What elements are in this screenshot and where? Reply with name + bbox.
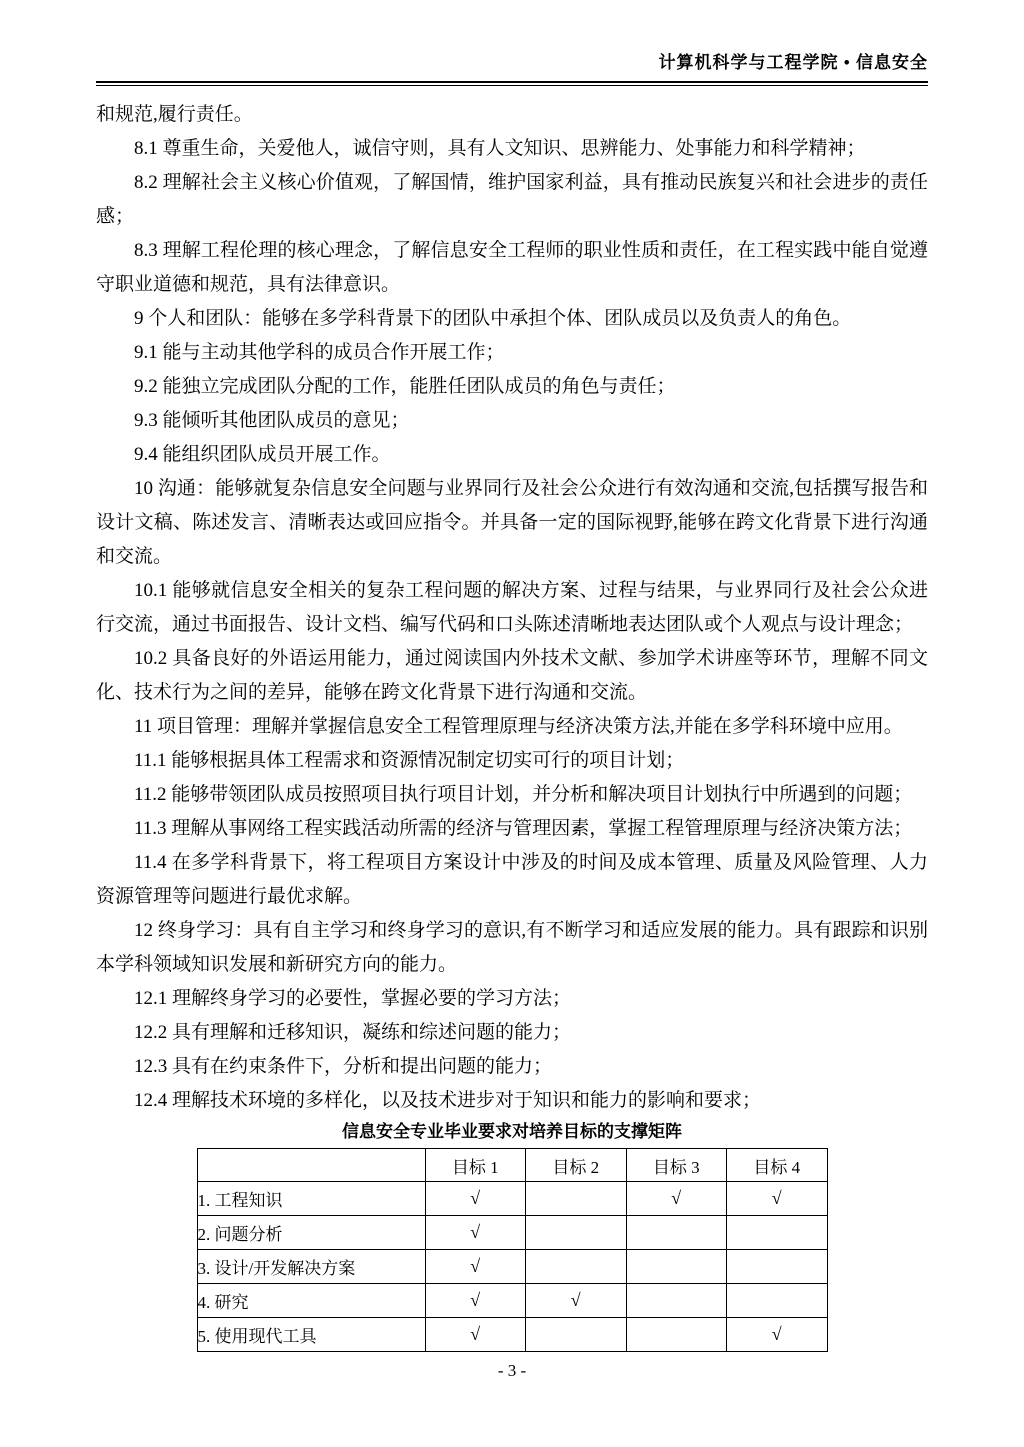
paragraph: 12 终身学习：具有自主学习和终身学习的意识,有不断学习和适应发展的能力。具有跟踪和识别本学科领域知识发展和新研究方向的能力。 — [96, 920, 928, 975]
table-row — [197, 1216, 827, 1250]
corner-cell — [197, 1149, 425, 1182]
paragraph: 9.4 能组织团队成员开展工作。 — [134, 444, 391, 465]
paragraph: 10.1 能够就信息安全相关的复杂工程问题的解决方案、过程与结果，与业界同行及社会公众进行交流，通过书面报告、设计文档、编写代码和口头陈述清晰地表达团队或个人观点与设计理念； — [96, 580, 928, 635]
column-header: 目标 3 — [626, 1149, 727, 1182]
document-body — [96, 98, 928, 1118]
paragraph: 8.3 理解工程伦理的核心理念，了解信息安全工程师的职业性质和责任，在工程实践中能自觉遵守职业道德和规范，具有法律意识。 — [96, 240, 928, 295]
empty-cell — [526, 1182, 627, 1216]
paragraph: 12.4 理解技术环境的多样化，以及技术进步对于知识和能力的影响和要求； — [134, 1090, 762, 1111]
header-divider — [96, 81, 928, 86]
paragraph: 8.2 理解社会主义核心价值观，了解国情，维护国家利益，具有推动民族复兴和社会进步的责任感； — [96, 172, 928, 227]
paragraph: 12.3 具有在约束条件下，分析和提出问题的能力； — [134, 1056, 553, 1077]
paragraph: 12.2 具有理解和迁移知识，凝练和综述问题的能力； — [134, 1022, 572, 1043]
row-label: 4. 研究 — [197, 1284, 425, 1318]
check-mark: √ — [425, 1216, 526, 1250]
paragraph: 9.1 能与主动其他学科的成员合作开展工作； — [134, 342, 505, 363]
check-mark: √ — [425, 1182, 526, 1216]
paragraph: 11.4 在多学科背景下，将工程项目方案设计中涉及的时间及成本管理、质量及风险管理、人力资源管理等问题进行最优求解。 — [96, 852, 928, 907]
row-label: 5. 使用现代工具 — [197, 1318, 425, 1352]
paragraph: 11.2 能够带领团队成员按照项目执行项目计划，并分析和解决项目计划执行中所遇到的问题； — [134, 784, 913, 805]
paragraph: 9.2 能独立完成团队分配的工作，能胜任团队成员的角色与责任； — [134, 376, 676, 397]
empty-cell — [526, 1250, 627, 1284]
column-header: 目标 1 — [425, 1149, 526, 1182]
empty-cell — [727, 1216, 828, 1250]
empty-cell — [626, 1250, 727, 1284]
empty-cell — [727, 1250, 828, 1284]
check-mark: √ — [425, 1318, 526, 1352]
page-footer — [96, 1361, 928, 1381]
check-mark: √ — [526, 1284, 627, 1318]
table-row — [197, 1284, 827, 1318]
paragraph: 8.1 尊重生命，关爱他人，诚信守则，具有人文知识、思辨能力、处事能力和科学精神； — [134, 138, 866, 159]
header-title: 计算机科学与工程学院 • 信息安全 — [658, 53, 928, 72]
empty-cell — [626, 1284, 727, 1318]
empty-cell — [626, 1318, 727, 1352]
check-mark: √ — [626, 1182, 727, 1216]
page-header — [96, 52, 928, 86]
empty-cell — [526, 1318, 627, 1352]
row-label: 1. 工程知识 — [197, 1182, 425, 1216]
paragraph: 11.1 能够根据具体工程需求和资源情况制定切实可行的项目计划； — [134, 750, 685, 771]
paragraph: 10 沟通：能够就复杂信息安全问题与业界同行及社会公众进行有效沟通和交流,包括撰写报告和设计文稿、陈述发言、清晰表达或回应指令。并具备一定的国际视野,能够在跨文化背景下进行沟通和交流。 — [96, 478, 928, 567]
page-number: - 3 - — [497, 1361, 527, 1380]
paragraph: 和规范,履行责任。 — [96, 104, 253, 125]
table-row — [197, 1182, 827, 1216]
check-mark: √ — [727, 1182, 828, 1216]
paragraph: 10.2 具备良好的外语运用能力，通过阅读国内外技术文献、参加学术讲座等环节，理解不同文化、技术行为之间的差异，能够在跨文化背景下进行沟通和交流。 — [96, 648, 928, 703]
row-label: 3. 设计/开发解决方案 — [197, 1250, 425, 1284]
table-header-row — [197, 1149, 827, 1182]
paragraph: 9.3 能倾听其他团队成员的意见； — [134, 410, 410, 431]
check-mark: √ — [727, 1318, 828, 1352]
empty-cell — [626, 1216, 727, 1250]
empty-cell — [526, 1216, 627, 1250]
empty-cell — [727, 1284, 828, 1318]
check-mark: √ — [425, 1284, 526, 1318]
table-title: 信息安全专业毕业要求对培养目标的支撑矩阵 — [342, 1122, 682, 1141]
paragraph: 9 个人和团队：能够在多学科背景下的团队中承担个体、团队成员以及负责人的角色。 — [134, 308, 852, 329]
column-header: 目标 2 — [526, 1149, 627, 1182]
check-mark: √ — [425, 1250, 526, 1284]
paragraph: 11 项目管理：理解并掌握信息安全工程管理原理与经济决策方法,并能在多学科环境中应用。 — [134, 716, 903, 737]
table-row — [197, 1250, 827, 1284]
table-row — [197, 1318, 827, 1352]
paragraph: 11.3 理解从事网络工程实践活动所需的经济与管理因素，掌握工程管理原理与经济决策方法； — [134, 818, 913, 839]
paragraph: 12.1 理解终身学习的必要性，掌握必要的学习方法； — [134, 988, 572, 1009]
row-label: 2. 问题分析 — [197, 1216, 425, 1250]
support-matrix-table — [197, 1148, 828, 1352]
column-header: 目标 4 — [727, 1149, 828, 1182]
